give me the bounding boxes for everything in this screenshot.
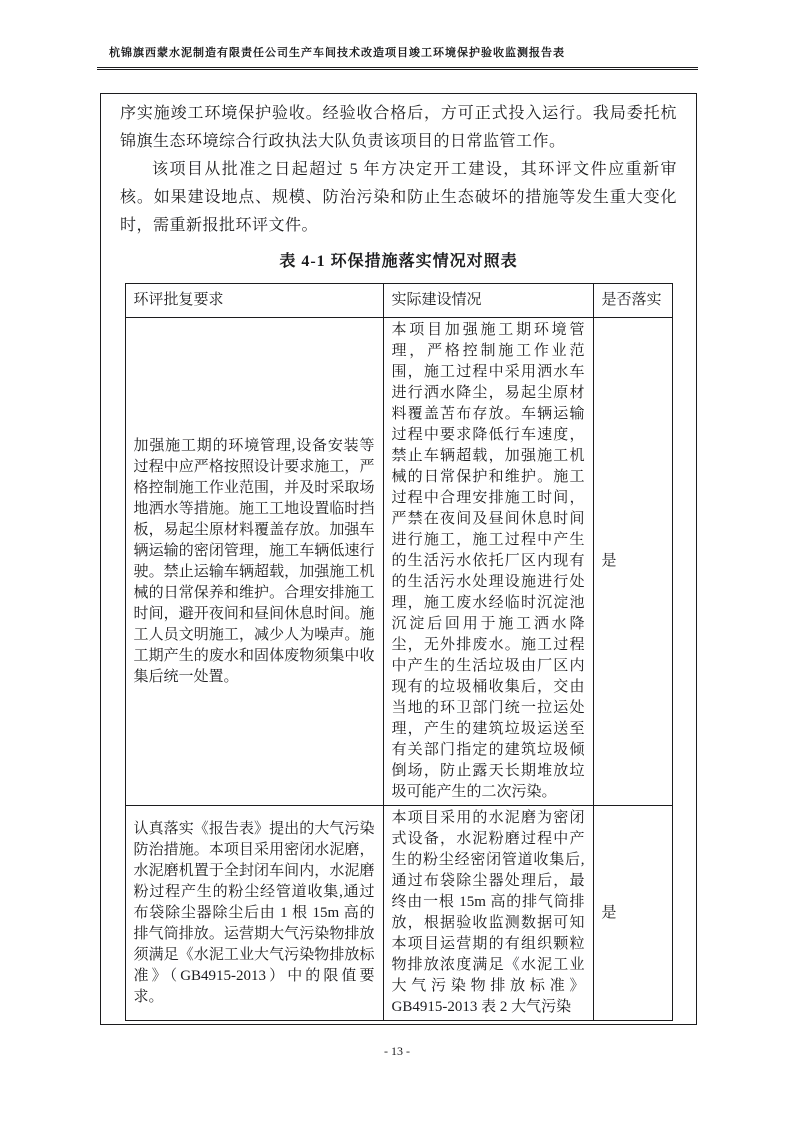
page-number: - 13 - — [384, 1044, 410, 1058]
cell-implemented-construction: 是 — [593, 318, 672, 806]
paragraph-acceptance: 序实施竣工环境保护验收。经验收合格后，方可正式投入运行。我局委托杭锦旗生态环境综合行政执法大队负责该项目的日常监管工作。 — [120, 105, 677, 150]
cell-implemented-air-pollution: 是 — [593, 806, 672, 1021]
cell-requirement-air-pollution: 认真落实《报告表》提出的大气污染防治措施。本项目采用密闭水泥磨，水泥磨机置于全封闭车间内，水泥磨粉过程产生的粉尘经管道收集,通过布袋除尘器除尘后由 1 根 15m 高的排气筒排放。运营期大气污染物排放须满足《水泥工业大气污染物排放标准》（GB4915-2013）中的限值要求。 — [125, 806, 383, 1021]
table-row — [125, 318, 672, 806]
col-header-implemented: 是否落实 — [593, 284, 672, 318]
col-header-actual: 实际建设情况 — [383, 284, 593, 318]
table-row — [125, 806, 672, 1021]
table-header-row — [125, 284, 672, 318]
col-header-requirement: 环评批复要求 — [125, 284, 383, 318]
cell-actual-air-pollution: 本项目采用的水泥磨为密闭式设备，水泥粉磨过程中产生的粉尘经密闭管道收集后,通过布袋除尘器处理后，最终由一根 15m 高的排气筒排放，根据验收监测数据可知本项目运营期的有组织颗粒物排放浓度满足《水泥工业大气污染物排放标准》GB4915-2013 表 2 大气污染 — [383, 806, 593, 1021]
document-header: 杭锦旗西蒙水泥制造有限责任公司生产车间技术改造项目竣工环境保护验收监测报告表 — [97, 44, 698, 70]
compliance-table — [125, 283, 673, 1021]
cell-actual-construction: 本项目加强施工期环境管理，严格控制施工作业范围，施工过程中采用洒水车进行洒水降尘，易起尘原材料覆盖苫布存放。车辆运输过程中要求降低行车速度，禁止车辆超载，加强施工机械的日常保护和维护。施工过程中合理安排施工时间，严禁在夜间及昼间休息时间进行施工，施工过程中产生的生活污水依托厂区内现有的生活污水处理设施进行处理，施工废水经临时沉淀池沉淀后回用于施工洒水降尘，无外排废水。施工过程中产生的生活垃圾由厂区内现有的垃圾桶收集后，交由当地的环卫部门统一拉运处理，产生的建筑垃圾运送至有关部门指定的建筑垃圾倾倒场，防止露天长期堆放垃圾可能产生的二次污染。 — [383, 318, 593, 806]
table-title: 表 4-1 环保措施落实情况对照表 — [279, 253, 518, 270]
content-border-box — [100, 93, 697, 1025]
paragraph-reapproval: 该项目从批准之日起超过 5 年方决定开工建设，其环评文件应重新审核。如果建设地点、规模、防治污染和防止生态破坏的措施等发生重大变化时，需重新报批环评文件。 — [120, 161, 677, 234]
cell-requirement-construction: 加强施工期的环境管理,设备安装等过程中应严格按照设计要求施工，严格控制施工作业范围，并及时采取场地洒水等措施。施工工地设置临时挡板，易起尘原材料覆盖存放。加强车辆运输的密闭管理，施工车辆低速行驶。禁止运输车辆超载，加强施工机械的日常保养和维护。合理安排施工时间，避开夜间和昼间休息时间。施工人员文明施工，减少人为噪声。施工期产生的废水和固体废物须集中收集后统一处置。 — [125, 318, 383, 806]
